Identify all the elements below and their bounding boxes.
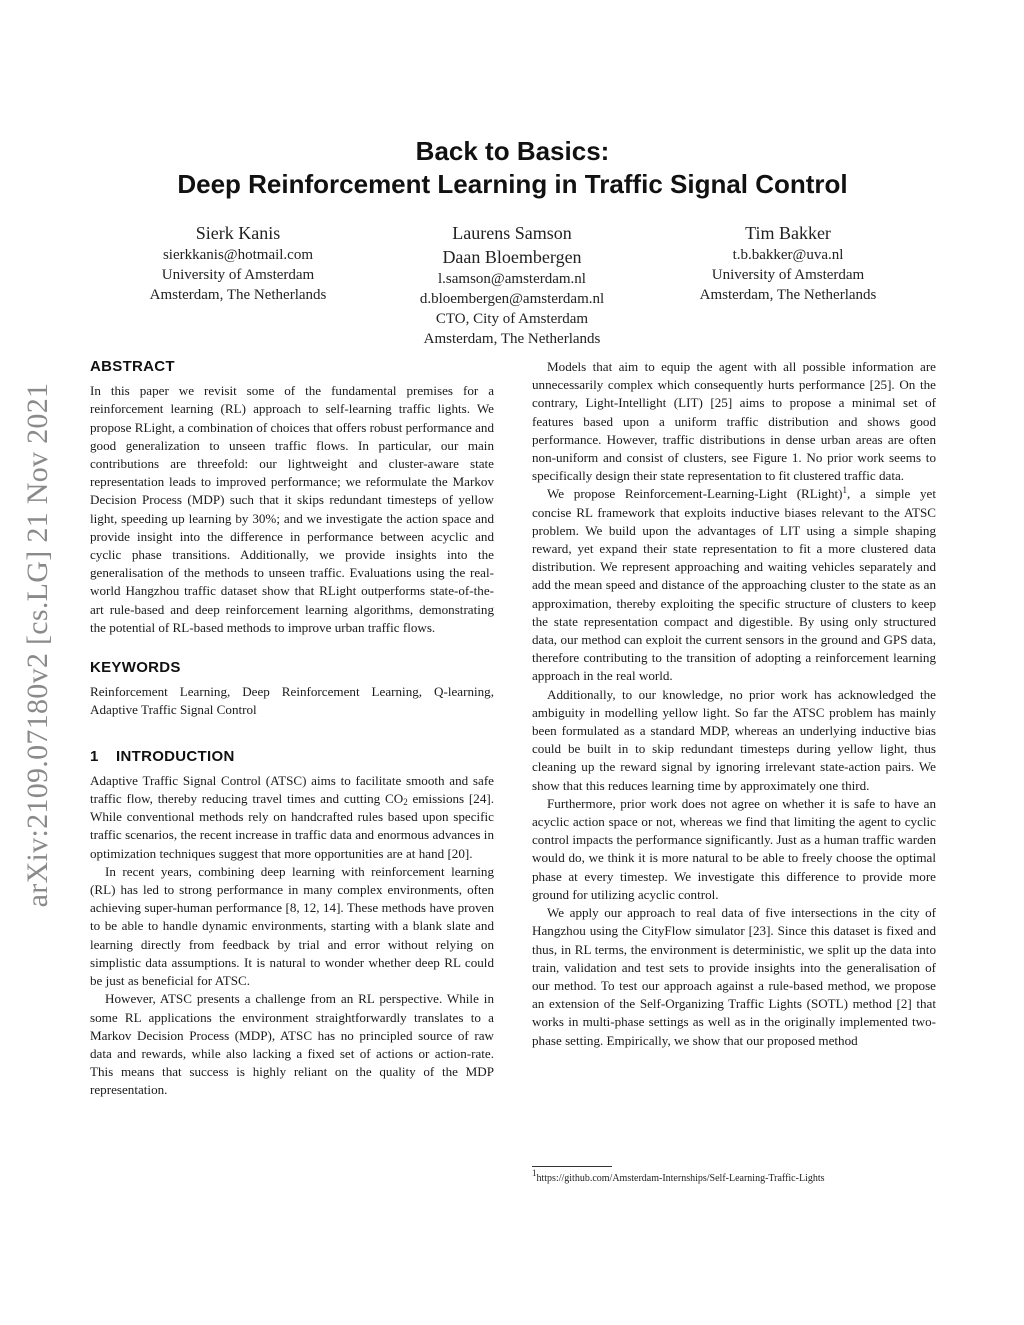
footnote-divider [532, 1166, 612, 1167]
title-line-2: Deep Reinforcement Learning in Traffic Signal Control [177, 169, 848, 199]
author-location: Amsterdam, The Netherlands [423, 331, 601, 347]
footnote-link[interactable]: https://github.com/Amsterdam-Internships/Self-Learning-Traffic-Lights [536, 1173, 825, 1184]
author-email: sierkkanis@hotmail.com [162, 247, 314, 263]
author-name: Sierk Kanis [195, 223, 281, 243]
author-email: l.samson@amsterdam.nl [438, 271, 586, 287]
body-paragraph-3: Additionally, to our knowledge, no prior work has acknowledged the ambiguity in modelling yellow light. So far the ATSC problem has mainly been formulated as a standard MDP, whereas an underlying inductive bias could be built in to skip redundant timesteps during yellow light, thus cleaning up the reward signal by ignoring irrelevant state-action pairs. We show that this reduces learning time by approximately one third. [532, 686, 936, 793]
section-title: INTRODUCTION [116, 747, 235, 765]
intro-paragraph-1: Adaptive Traffic Signal Control (ATSC) aims to facilitate smooth and safe traffic flow, thereby reducing travel times and cutting $CO_2$ emissions [24]. While conventional methods rely on handcrafted rules based upon specific traffic scenarios, the recent increase in traffic data and enormous advances in optimization techniques suggest that more opportunities are at hand [20]. [90, 772, 495, 861]
author-affiliation: University of Amsterdam [161, 267, 315, 283]
section-number: 1 [90, 747, 99, 765]
author-block-2 [380, 221, 644, 349]
author-location: Amsterdam, The Netherlands [149, 287, 327, 303]
intro-paragraph-3: However, ATSC presents a challenge from an RL perspective. While in some RL applications the environment straightforwardly translates to a Markov Decision Process (MDP), ATSC has no principled source of raw data and rewards, while also lacking a fixed set of actions or action-rate. This means that success is highly reliant on the quality of the MDP representation. [90, 991, 494, 1098]
author-affiliation: CTO, City of Amsterdam [435, 311, 589, 327]
footnote-number: 1 [532, 1168, 537, 1178]
author-location: Amsterdam, The Netherlands [699, 287, 877, 303]
paper-title [90, 135, 935, 201]
author-email-2: d.bloembergen@amsterdam.nl [419, 291, 605, 307]
body-paragraph-5: We apply our approach to real data of five intersections in the city of Hangzhou using the CityFlow simulator [23]. Since this dataset is fixed and thus, in RL terms, the environment is deterministic, we split up the data into train, validation and test sets to provide insights into the generalisation of our method. To test our approach against a rule-based method, we propose an extension of the Self-Organizing Traffic Lights (SOTL) method [2] that works in multi-phase settings as well as in the originally implemented two-phase setting. Empirically, we show that our proposed method [532, 905, 936, 1048]
author-block-1 [120, 221, 356, 305]
intro-paragraph-2: In recent years, combining deep learning with reinforcement learning (RL) has led to strong performance in many complex environments, often achieving super-human performance [8, 12, 14]. These methods have proven to be able to handle dynamic environments, starting with a blank slate and learning directly from feedback by trial and error without relying on simplistic data assumptions. It is natural to wonder whether deep RL could be just as beneficial for ATSC. [90, 863, 494, 989]
body-paragraph-2: We propose Reinforcement-Learning-Light (RLight)$^1$, a simple yet concise RL framework that exploits inductive biases relevant to the ATSC problem. We build upon the advantages of LIT using a simple shaping reward, yet expand their state representation to fit a more clustered data distribution. We represent approaching and waiting vehicles separately and add the mean speed and distance of the approaching cluster to the state as an approximation, thereby exploiting the specific structure of clusters to keep the state representation compact and digestible. By using only structured data, our method can exploit the current sensors in the ground and GPS data, therefore contributing to the transition of adopting a reinforcement learning approach in the real world. [532, 485, 936, 684]
arxiv-identifier: arXiv:2109.07180v2 [cs.LG] 21 Nov 2021 [21, 382, 54, 908]
author-affiliation: University of Amsterdam [711, 267, 865, 283]
author-block-3 [672, 221, 904, 305]
author-email: t.b.bakker@uva.nl [732, 247, 844, 263]
left-column [90, 358, 494, 1100]
right-column [532, 358, 936, 1050]
footnote [532, 1168, 936, 1185]
author-name: Tim Bakker [745, 223, 831, 243]
author-name: Laurens Samson [452, 223, 572, 243]
keywords-heading: KEYWORDS [90, 659, 181, 677]
body-paragraph-1: Models that aim to equip the agent with all possible information are unnecessarily complex which consequently hurts performance [25]. On the contrary, Light-Intellight (LIT) [25] aims to propose a minimal set of features based upon a uniform traffic distribution and shows good performance. However, traffic distributions in dense urban areas are often non-uniform and consist of clusters, see Figure 1. No prior work seems to specifically design their state representation to fit clustered traffic data. [532, 359, 936, 484]
footnote-marker: 1 [842, 485, 848, 496]
author-name-2: Daan Bloembergen [442, 247, 582, 267]
body-paragraph-4: Furthermore, prior work does not agree on whether it is safe to have an acyclic action space or not, whereas we find that limiting the agent to cyclic control impacts the performance significantly. Just as a human traffic warden would do, we think it is more natural to be able to freely choose the optimal phase at every timestep. We investigate this difference to provide more ground for utilizing acyclic control. [532, 795, 936, 902]
abstract-text: In this paper we revisit some of the fundamental premises for a reinforcement learning (RL) approach to self-learning traffic lights. We propose RLight, a combination of choices that offers robust performance and good generalization to unseen traffic flows. In particular, our main contributions are threefold: our lightweight and cluster-aware state representation leads to improved performance; we reformulate the Markov Decision Process (MDP) such that it skips redundant timesteps of yellow light, speeding up learning by 30%; and we investigate the action space and provide insight into the difference in performance between acyclic and cyclic phase transitions. Additionally, we provide insights into the generalisation of the methods to unseen traffic. Evaluations using the real-world Hangzhou traffic dataset show that RLight outperforms state-of-the-art rule-based and deep reinforcement learning algorithms, demonstrating the potential of RL-based methods to improve urban traffic flows. [90, 383, 494, 635]
introduction-heading [90, 748, 494, 766]
abstract-heading: ABSTRACT [90, 358, 175, 375]
title-line-1: Back to Basics: [415, 136, 610, 166]
keywords-text: Reinforcement Learning, Deep Reinforcement Learning, Q-learning, Adaptive Traffic Signal Control [90, 684, 494, 718]
